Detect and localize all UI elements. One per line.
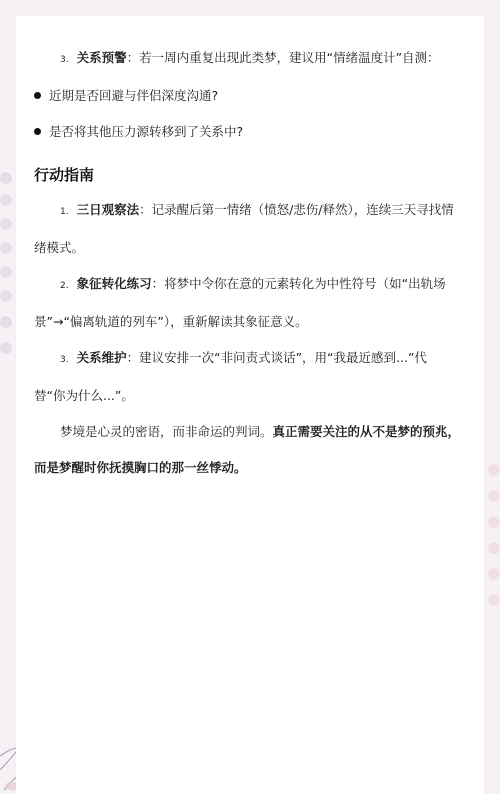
closing-normal-text: 梦境是心灵的密语，而非命运的判词。 bbox=[60, 424, 273, 439]
list-number: 3. bbox=[60, 55, 69, 65]
bullet-text: 近期是否回避与伴侣深度沟通? bbox=[49, 88, 219, 103]
closing-line1 bbox=[34, 414, 466, 450]
action-item-2-line2: 景”→“偏离轨道的列车”），重新解读其象征意义。 bbox=[34, 314, 308, 329]
action-item-text: ：建议安排一次“非问责式谈话”，用“我最近感到...”代 bbox=[126, 350, 427, 365]
list-number: 2. bbox=[60, 281, 69, 291]
list-number: 3. bbox=[60, 355, 69, 365]
closing-bold-text: 真正需要关注的从不是梦的预兆， bbox=[272, 424, 461, 439]
bullet-text: 是否将其他压力源转移到了关系中? bbox=[49, 124, 244, 139]
action-item-text: ：记录醒后第一情绪（愤怒/悲伤/释然），连续三天寻找情 bbox=[139, 202, 454, 217]
relation-warning-line bbox=[34, 40, 466, 78]
bullet-item bbox=[34, 114, 466, 150]
action-item-3-line2: 替“你为什么...”。 bbox=[34, 388, 134, 403]
document-content bbox=[34, 46, 466, 486]
closing-bold-text-2: 而是梦醒时你抚摸胸口的那一丝悸动。 bbox=[34, 460, 247, 475]
action-item-label: 三日观察法 bbox=[76, 202, 140, 217]
relation-warning-text: ：若一周内重复出现此类梦，建议用“情绪温度计”自测： bbox=[126, 50, 440, 65]
list-number: 1. bbox=[60, 207, 69, 217]
bullet-dot-icon bbox=[34, 92, 41, 99]
action-item-2-line1 bbox=[34, 266, 466, 304]
action-item-3-line1 bbox=[34, 340, 466, 378]
closing-line2 bbox=[34, 450, 466, 486]
relation-warning-label: 关系预警 bbox=[76, 50, 127, 65]
action-item-label: 象征转化练习 bbox=[76, 276, 152, 291]
bullet-item bbox=[34, 78, 466, 114]
action-item-text: ：将梦中令你在意的元素转化为中性符号（如“出轨场 bbox=[151, 276, 446, 291]
action-item-label: 关系维护 bbox=[76, 350, 127, 365]
action-item-1-line1 bbox=[34, 192, 466, 230]
section-heading: 行动指南 bbox=[34, 166, 95, 184]
bullet-dot-icon bbox=[34, 128, 41, 135]
action-item-1-line2: 绪模式。 bbox=[34, 240, 85, 255]
document-page bbox=[16, 16, 484, 794]
